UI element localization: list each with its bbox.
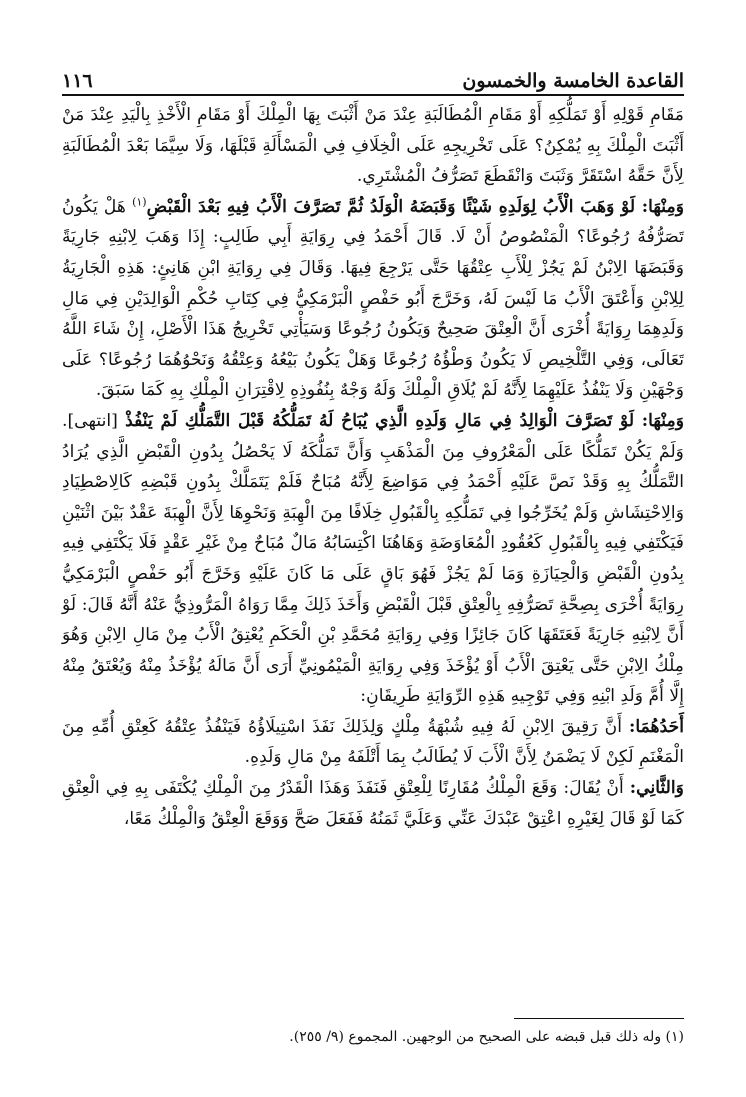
paragraph-continuation <box>62 100 684 192</box>
paragraph-father-disposal: وَمِنْهَا: لَوْ تَصَرَّفَ الْوَالِدُ فِي مَالِ وَلَدِهِ الَّذِي يُبَاحُ لَهُ تَمَلُّكُهُ قَبْلَ التَّمَلُّكِ لَمْ يَنْفُذْ [انتهى]. وَلَمْ يَكُنْ تَمَلُّكًا عَلَى الْمَعْرُوفِ مِنَ الْمَذْهَبِ وَأَنَّ تَمَلُّكَهُ لَا يَحْصُلُ بِدُونِ الْقَبْضِ الَّذِي يُرَادُ التَّمَلُّكُ بِهِ وَقَدْ نَصَّ عَلَيْهِ أَحْمَدُ فِي مَوَاضِعَ لِأَنَّهُ مُبَاحٌ فَلَمْ يَتَمَلَّكْ بِدُونِ قَبْضِهِ كَالِاصْطِيَادِ وَالِاحْتِشَاشِ وَلَمْ يُخَرِّجُوا فِي تَمَلُّكِهِ بِالْقَبُولِ خِلَافًا مِنَ الْهِبَةِ وَنَحْوِهَا لِأَنَّ الْهِبَةَ عَقْدٌ بَيْنَ اثْنَيْنِ فَيَكْتَفِي فِيهِ بِالْقَبُولِ كَعُقُودِ الْمُعَاوَضَةِ وَهَاهُنَا اكْتِسَابُهُ مَالٌ مُبَاحٌ مِنْ غَيْرِ عَقْدٍ فَلَا يَكْتَفِي فِيهِ بِدُونِ الْقَبْضِ وَالْحِيَازَةِ وَمَا لَمْ يَجُزْ فَهُوَ بَاقٍ عَلَى مَا كَانَ عَلَيْهِ وَخَرَّجَ أَبُو حَفْصٍ الْبَرْمَكِيُّ رِوَايَةً أُخْرَى بِصِحَّةِ تَصَرُّفِهِ بِالْعِتْقِ قَبْلَ الْقَبْضِ وَأَخَذَ ذَلِكَ مِمَّا رَوَاهُ الْمَرُّوذِيُّ عَنْهُ أَنَّهُ قَالَ: لَوْ أَنَّ لِابْنِهِ جَارِيَةً فَعَتَقَهَا كَانَ جَائِزًا وَفِي رِوَايَةِ مُحَمَّدِ بْنِ الْحَكَمِ يُعْتِقُ الْأَبُ مِنْ مَالِ الِابْنِ وَهُوَ مِلْكُ الِابْنِ حَتَّى يَعْتِقَ الْأَبُ أَوْ يُؤْخَذَ وَفِي رِوَايَةِ الْمَيْمُونِيِّ أَرَى أَنَّ مَالَهُ يُؤْخَذُ مِنْهُ وَيُعْتَقُ مِنْهُ إِلَّا أُمَّ وَلَدِ ابْنِهِ وَفِي تَوْجِيهِ هَذِهِ الرِّوَايَةِ طَرِيقَانِ: <box>62 410 685 707</box>
running-title: القاعدة الخامسة والخمسون <box>462 70 684 92</box>
header-rule <box>62 94 684 96</box>
paragraph-lead: أَحَدُهُمَا: <box>628 716 684 737</box>
page-number: ١١٦ <box>62 70 93 92</box>
paragraph-text: مَقَامِ قَوْلِهِ أَوْ تَمَلُّكِهِ أَوْ مَقَامِ الْمُطَالَبَةِ عِنْدَ مَنْ أَثْبَتَ بِهَا الْمِلْكَ أَوْ مَقَامِ الْأَخْذِ بِالْيَدِ عِنْدَ مَنْ أَثْبَتَ الْمِلْكَ بِهِ يُمْكِنُ؟ عَلَى تَخْرِيجِهِ عَلَى الْخِلَافِ فِي الْمَسْأَلَةِ قَبْلَهَا، وَلَا سِيَّمَا بَعْدَ الْمُطَالَبَةِ لِأَنَّ حَقَّهُ اسْتَقَرَّ وَثَبَتَ وَانْقَطَعَ تَصَرُّفُ الْمُشْتَرِي. <box>62 105 684 187</box>
paragraph-text: هَلْ يَكُونُ تَصَرُّفُهُ رُجُوعًا؟ الْمَنْصُوصُ أَنْ لَا. قَالَ أَحْمَدُ فِي رِوَايَةِ أَبِي طَالِبٍ: إِذَا وَهَبَ لِابْنِهِ جَارِيَةً وَقَبَضَهَا الِابْنُ لَمْ يَجُزْ لِلْأَبِ عِتْقُهَا حَتَّى يَرْجِعَ فِيهَا. وَقَالَ فِي رِوَايَةِ ابْنِ هَانِئٍ: هَذِهِ الْجَارِيَةُ لِلِابْنِ وَأَعْتَقَ الْأَبُ مَا لَيْسَ لَهُ، وَخَرَّجَ أَبُو حَفْصٍ الْبَرْمَكِيُّ فِي كِتَابِ حُكْمِ الْوَالِدَيْنِ فِي مَالِ وَلَدِهِمَا رِوَايَةً أُخْرَى أَنَّ الْعِتْقَ صَحِيحٌ وَيَكُونُ رُجُوعًا وَسَيَأْتِي تَخْرِيجُ هَذَا الْأَصْلِ، إِنْ شَاءَ اللَّهُ تَعَالَى، وَفِي التَّلْخِيصِ لَا يَكُونُ وَطْؤُهُ رُجُوعًا وَهَلْ يَكُونُ بَيْعُهُ وَعِتْقُهُ وَنَحْوُهُمَا رُجُوعًا؟ عَلَى وَجْهَيْنِ وَلَا يَنْفُذُ عَلَيْهِمَا لِأَنَّهُ لَمْ يُلَاقِ الْمِلْكَ وَلَهُ وَجْهٌ بِنُفُوذِهِ لِاقْتِرَانِ الْمِلْكِ بِهِ كَمَا سَبَقَ. <box>62 196 684 401</box>
paragraph-text: وَلَمْ يَكُنْ تَمَلُّكًا عَلَى الْمَعْرُوفِ مِنَ الْمَذْهَبِ وَأَنَّ تَمَلُّكَهُ لَا يَحْصُلُ بِدُونِ الْقَبْضِ الَّذِي يُرَادُ التَّمَلُّكُ بِهِ وَقَدْ نَصَّ عَلَيْهِ أَحْمَدُ فِي مَوَاضِعَ لِأَنَّهُ مُبَاحٌ فَلَمْ يَتَمَلَّكْ بِدُونِ قَبْضِهِ كَالِاصْطِيَادِ وَالِاحْتِشَاشِ وَلَمْ يُخَرِّجُوا فِي تَمَلُّكِهِ بِالْقَبُولِ خِلَافًا مِنَ الْهِبَةِ وَنَحْوِهَا لِأَنَّ الْهِبَةَ عَقْدٌ بَيْنَ اثْنَيْنِ فَيَكْتَفِي فِيهِ بِالْقَبُولِ كَعُقُودِ الْمُعَاوَضَةِ وَهَاهُنَا اكْتِسَابُهُ مَالٌ مُبَاحٌ مِنْ غَيْرِ عَقْدٍ فَلَا يَكْتَفِي فِيهِ بِدُونِ الْقَبْضِ وَالْحِيَازَةِ وَمَا لَمْ يَجُزْ فَهُوَ بَاقٍ عَلَى مَا كَانَ عَلَيْهِ وَخَرَّجَ أَبُو حَفْصٍ الْبَرْمَكِيُّ رِوَايَةً أُخْرَى بِصِحَّةِ تَصَرُّفِهِ بِالْعِتْقِ قَبْلَ الْقَبْضِ وَأَخَذَ ذَلِكَ مِمَّا رَوَاهُ الْمَرُّوذِيُّ عَنْهُ أَنَّهُ قَالَ: لَوْ أَنَّ لِابْنِهِ جَارِيَةً فَعَتَقَهَا كَانَ جَائِزًا وَفِي رِوَايَةِ مُحَمَّدِ بْنِ الْحَكَمِ يُعْتِقُ الْأَبُ مِنْ مَالِ الِابْنِ وَهُوَ مِلْكُ الِابْنِ حَتَّى يَعْتِقَ الْأَبُ أَوْ يُؤْخَذَ وَفِي رِوَايَةِ الْمَيْمُونِيِّ أَرَى أَنَّ مَالَهُ يُؤْخَذُ مِنْهُ وَيُعْتَقُ مِنْهُ إِلَّا أُمَّ وَلَدِ ابْنِهِ وَفِي تَوْجِيهِ هَذِهِ الرِّوَايَةِ طَرِيقَانِ: <box>62 441 684 707</box>
end-quote-tag: [انتهى] <box>67 410 118 431</box>
footnote-reference: (١) <box>132 195 147 209</box>
paragraph-lead: وَمِنْهَا: لَوْ وَهَبَ الْأَبُ لِوَلَدِهِ شَيْئًا وَقَبَضَهُ الْوَلَدُ ثُمَّ تَصَرَّفَ الْأَبُ فِيهِ بَعْدَ الْقَبْضِ <box>146 196 684 217</box>
paragraph-lead: وَمِنْهَا: لَوْ تَصَرَّفَ الْوَالِدُ فِي مَالِ وَلَدِهِ الَّذِي يُبَاحُ لَهُ تَمَلُّكُهُ قَبْلَ التَّمَلُّكِ لَمْ يَنْفُذْ <box>125 410 685 431</box>
footnote-rule <box>514 1018 684 1019</box>
paragraph-gift-from-father <box>62 192 684 406</box>
page-header <box>62 60 684 92</box>
footnote: (١) وله ذلك قبل قبضه على الصحيح من الوجهين. المجموع (٩/ ٢٥٥). <box>289 1029 684 1045</box>
paragraph-text: أَنَّ رَقِيقَ الِابْنِ لَهُ فِيهِ شُبْهَةُ مِلْكٍ وَلِذَلِكَ نَفَذَ اسْتِيلَاؤُهُ فَيَنْفُذُ عِتْقُهُ كَعِتْقِ أُمِّهِ مِنَ الْمَغْنَمِ لَكِنْ لَا يَضْمَنُ لِأَنَّ الْأَبَ لَا يُطَالَبُ بِمَا أَتْلَفَهُ مِنْ مَالِ وَلَدِهِ. <box>62 716 684 768</box>
paragraph-lead: وَالثَّانِي: <box>629 778 684 799</box>
paragraph-first-way <box>62 712 684 773</box>
paragraph-second-way <box>62 773 684 834</box>
paragraph-text: أَنْ يُقَالَ: وَقَعَ الْمِلْكُ مُقَارِنًا لِلْعِتْقِ فَنَفَذَ وَهَذَا الْقَدْرُ مِنَ الْمِلْكِ يُكْتَفَى بِهِ فِي الْعِتْقِ كَمَا لَوْ قَالَ لِغَيْرِهِ اعْتِقْ عَبْدَكَ عَنِّي وَعَلَيَّ ثَمَنُهُ فَفَعَلَ صَحَّ وَوَقَعَ الْعِتْقُ وَالْمِلْكُ مَعًا، <box>62 778 684 829</box>
page-body <box>62 100 684 834</box>
